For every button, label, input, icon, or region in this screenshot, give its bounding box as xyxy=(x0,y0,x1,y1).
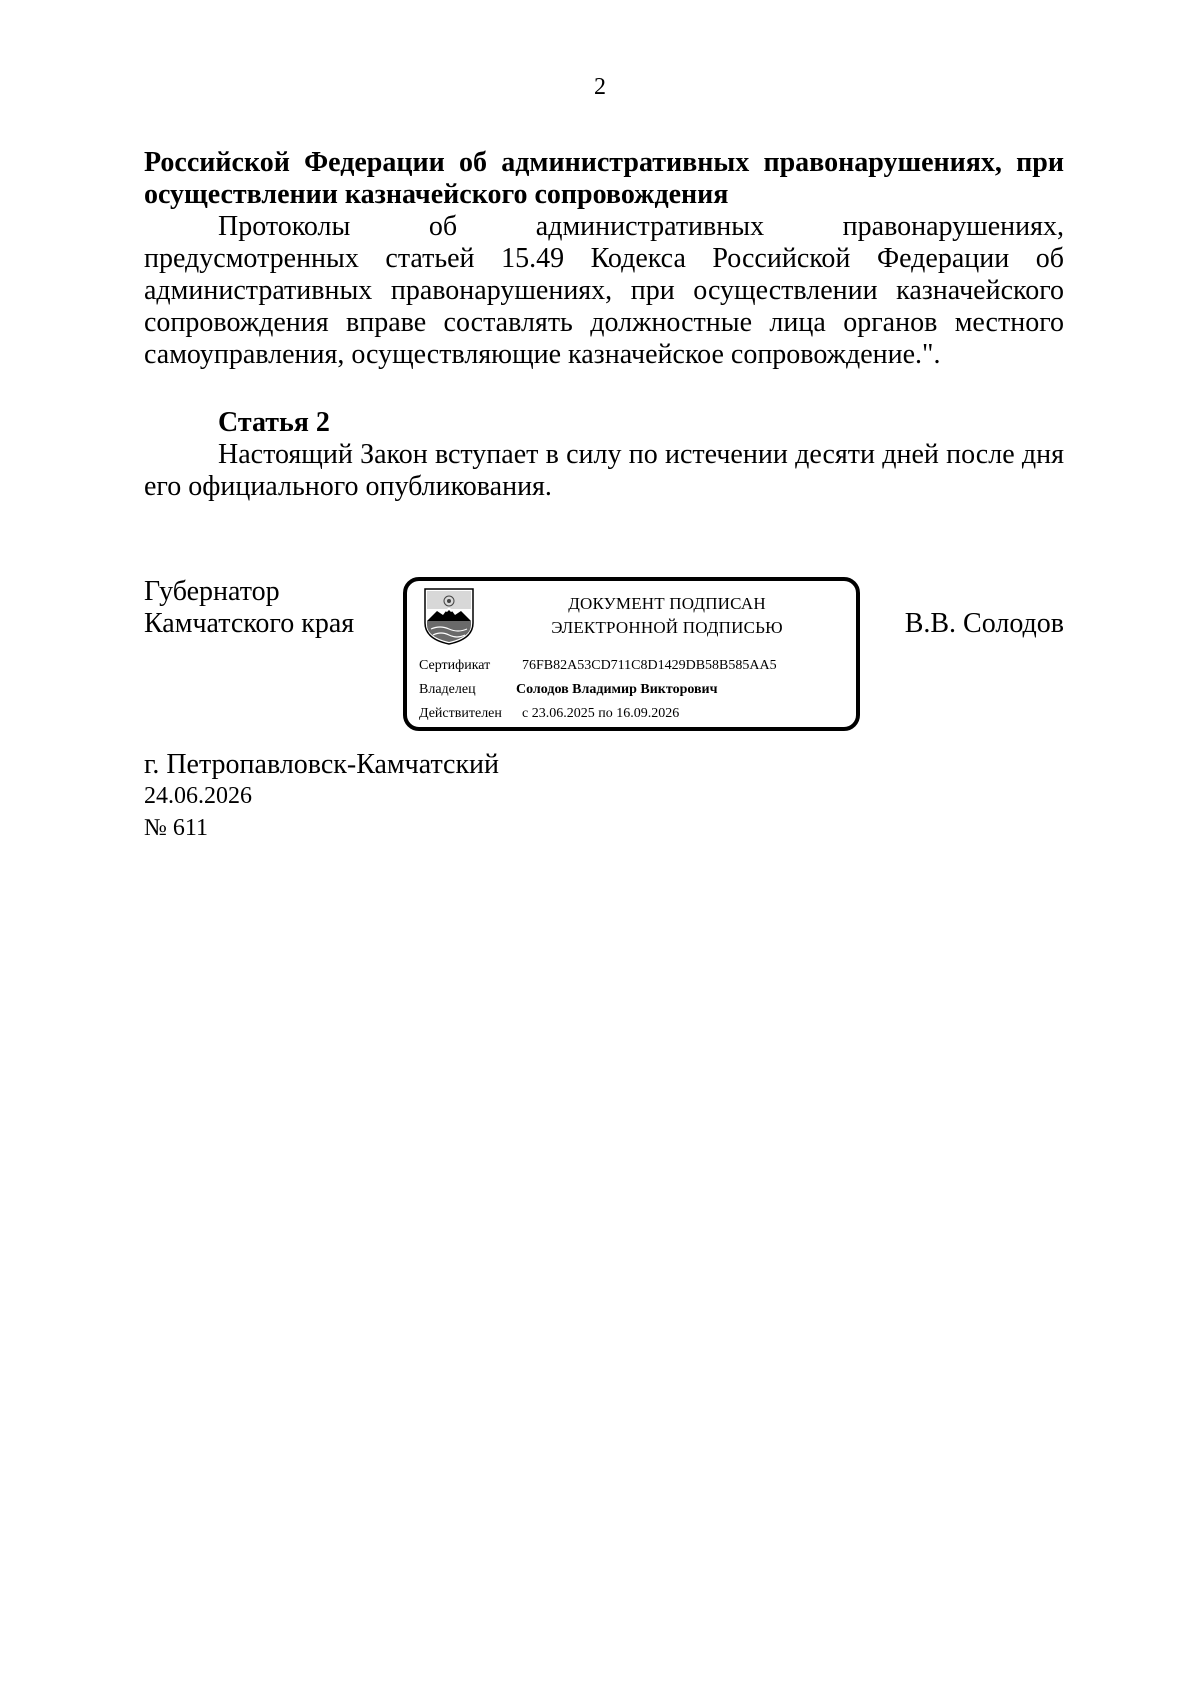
stamp-valid-label: Действителен xyxy=(419,706,502,721)
article-2-text: Настоящий Закон вступает в силу по истечении десяти дней после дня его официального опубликования. xyxy=(144,439,1064,502)
stamp-title-line-2: ЭЛЕКТРОННОЙ ПОДПИСЬЮ xyxy=(551,618,783,637)
stamp-certificate-value: 76FB82A53CD711C8D1429DB58B585AA5 xyxy=(522,658,777,673)
signer-name: В.В. Солодов xyxy=(904,608,1064,639)
continued-heading: Российской Федерации об административных правонарушениях, при осуществлении казначейского сопровождения xyxy=(144,147,1064,210)
paragraph-protocols: Протоколы об административных правонарушениях, предусмотренных статьей 15.49 Кодекса Российской Федерации об административных правонарушениях, при осуществлении казначейского сопровождения вправе составлять должностные лица органов местного самоуправления, осуществляющие казначейское сопровождение.". xyxy=(144,211,1064,370)
stamp-owner-label: Владелец xyxy=(419,682,476,697)
stamp-owner-row xyxy=(419,681,718,699)
signer-position-line-2: Камчатского края xyxy=(144,608,355,639)
stamp-certificate-label: Сертификат xyxy=(419,658,491,673)
electronic-signature-stamp xyxy=(403,577,860,731)
stamp-title-line-1: ДОКУМЕНТ ПОДПИСАН xyxy=(568,594,766,613)
stamp-owner-value: Солодов Владимир Викторович xyxy=(516,682,718,697)
signer-position-line-1: Губернатор xyxy=(144,576,280,607)
place-of-signing: г. Петропавловск-Камчатский xyxy=(144,749,500,780)
article-2-title: Статья 2 xyxy=(218,407,330,438)
stamp-title xyxy=(487,592,847,640)
signer-position xyxy=(144,576,354,640)
stamp-certificate-row xyxy=(419,657,777,675)
page-number: 2 xyxy=(594,74,606,100)
kamchatka-coat-of-arms-icon xyxy=(423,587,475,645)
document-date: 24.06.2026 xyxy=(144,783,252,809)
document-number: № 611 xyxy=(144,815,209,841)
stamp-valid-row xyxy=(419,705,679,723)
stamp-valid-value: с 23.06.2025 по 16.09.2026 xyxy=(522,706,680,721)
